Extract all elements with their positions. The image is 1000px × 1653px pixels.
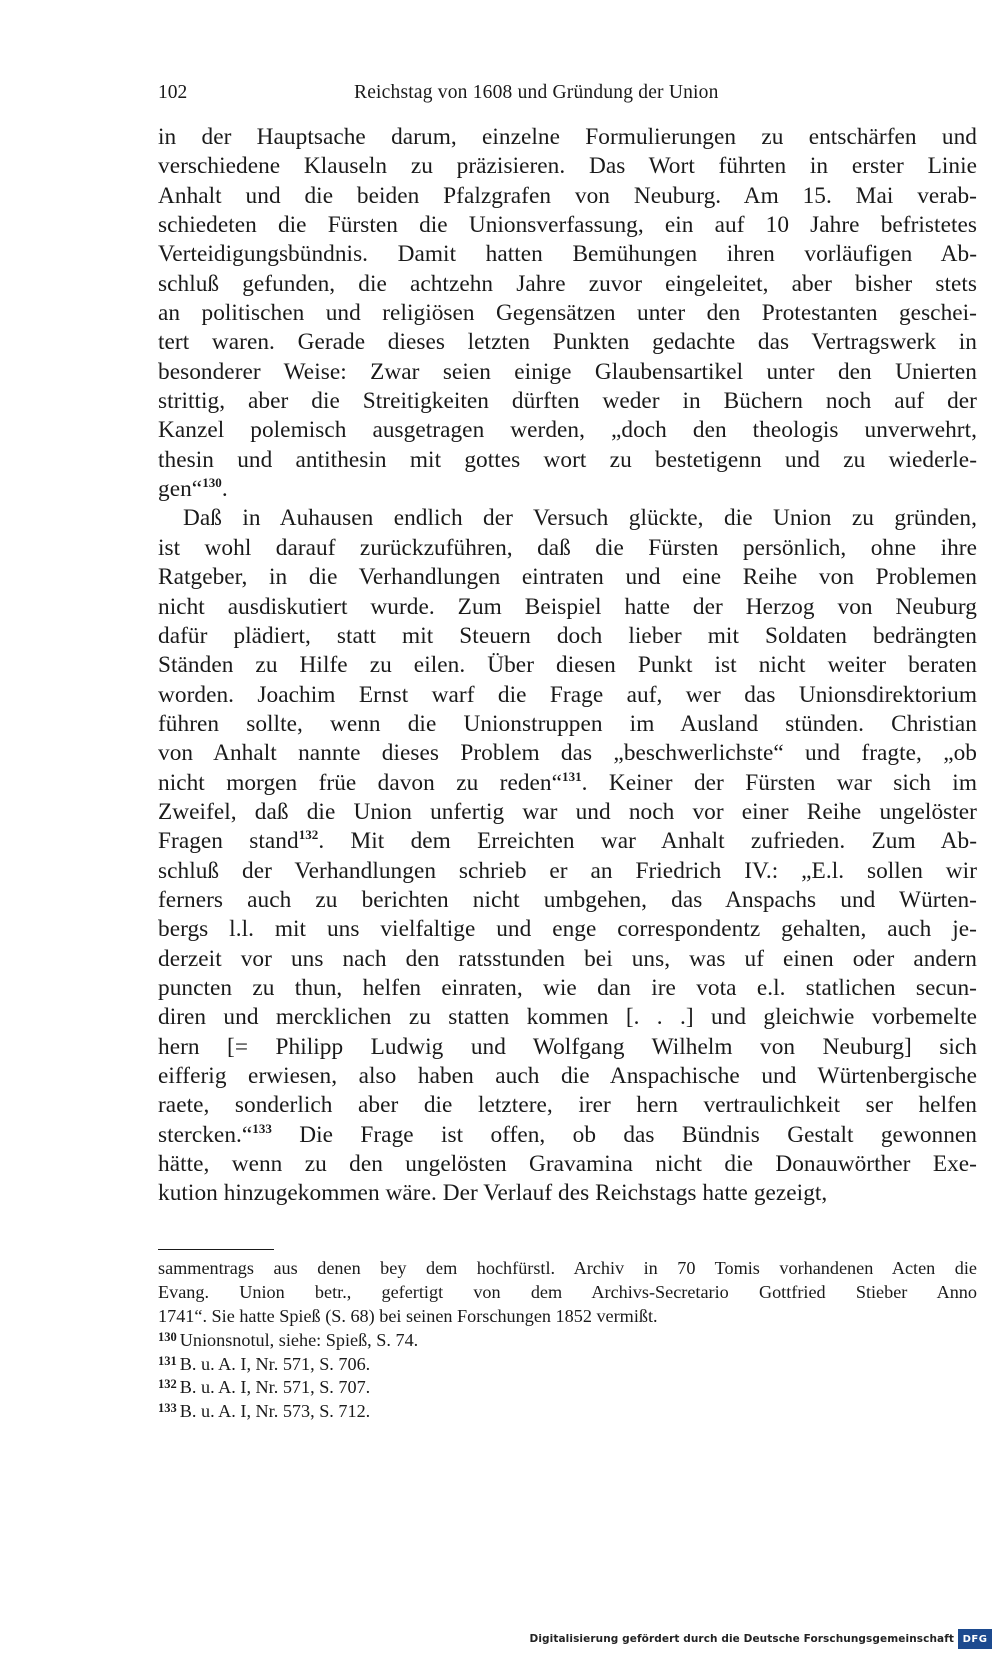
footnote-line [158, 1305, 977, 1329]
text-line [158, 1062, 977, 1091]
text-line [158, 240, 977, 269]
footnote-text: Evang. Union betr., gefertigt von dem Archivs-Secretario Gottfried Stieber Anno [158, 1281, 977, 1302]
text-line [158, 123, 977, 152]
text-segment: schluß gefunden, die achtzehn Jahre zuvor eingeleitet, aber bisher stets [158, 270, 977, 297]
text-segment: hern [= Philipp Ludwig und Wolfgang Wilhelm von Neuburg] sich [158, 1033, 977, 1060]
footnote-number: 133 [158, 1401, 177, 1416]
text-segment: derzeit vor uns nach den ratsstunden bei uns, was uf einen oder andern [158, 945, 977, 972]
dfg-logo: DFG [958, 1629, 992, 1649]
text-line [158, 328, 977, 357]
footnote-text: B. u. A. I, Nr. 571, S. 706. [179, 1353, 371, 1374]
text-line [158, 798, 977, 827]
footnote-number: 131 [158, 1353, 177, 1368]
page-number: 102 [158, 82, 188, 103]
footnote-line [158, 1400, 977, 1424]
footnote-number: 132 [158, 1377, 177, 1392]
text-line [158, 1179, 977, 1208]
text-segment: nicht ausdiskutiert wurde. Zum Beispiel hatte der Herzog von Neuburg [158, 593, 977, 620]
text-segment: an politischen und religiösen Gegensätzen unter den Protestanten geschei- [158, 300, 977, 327]
text-segment: hätte, wenn zu den ungelösten Gravamina nicht die Donauwörther Exe- [158, 1151, 977, 1178]
text-segment: thesin und antithesin mit gottes wort zu bestetigenn und zu wiederle- [158, 446, 977, 473]
text-segment: Ständen zu Hilfe zu eilen. Über diesen Punkt ist nicht weiter beraten [158, 652, 977, 679]
text-line [158, 915, 977, 944]
footnote-reference: 133 [252, 1120, 272, 1136]
text-line [158, 299, 977, 328]
text-segment: führen sollte, wenn die Unionstruppen im Ausland stünden. Christian [158, 710, 977, 737]
text-line [158, 593, 977, 622]
text-line [158, 651, 977, 680]
footnote-line [158, 1329, 977, 1353]
main-text [158, 123, 977, 1209]
credit-text: Digitalisierung gefördert durch die Deutsche Forschungsgemeinschaft [529, 1633, 954, 1645]
text-line [158, 710, 977, 739]
text-line [158, 182, 977, 211]
text-line [158, 563, 977, 592]
text-line [158, 387, 977, 416]
text-segment: Kanzel polemisch ausgetragen werden, „doch den theologis unverwehrt, [158, 417, 977, 444]
running-head [158, 78, 978, 108]
text-segment: . Keiner der Fürsten war sich im [581, 769, 977, 796]
text-line [158, 974, 977, 1003]
footnote-line [158, 1281, 977, 1305]
text-line [158, 1091, 977, 1120]
text-line [158, 886, 977, 915]
footnotes [158, 1257, 977, 1424]
footnote-text: B. u. A. I, Nr. 571, S. 707. [179, 1377, 371, 1398]
text-line [158, 270, 977, 299]
text-segment: Daß in Auhausen endlich der Versuch glückte, die Union zu gründen, [183, 505, 977, 532]
text-line [158, 358, 977, 387]
text-line [158, 152, 977, 181]
footnote-text: 1741“. Sie hatte Spieß (S. 68) bei seinen Forschungen 1852 vermißt. [158, 1305, 658, 1326]
text-segment: bergs l.l. mit uns vielfaltige und enge correspondentz gehalten, auch je- [158, 916, 977, 943]
footnote-line [158, 1376, 977, 1400]
footnote-reference: 130 [202, 475, 222, 491]
text-line [158, 504, 977, 533]
text-segment: raete, sonderlich aber die letztere, irer hern vertraulichkeit ser helfen [158, 1092, 977, 1119]
footnote-text: sammentrags aus denen bey dem hochfürstl. Archiv in 70 Tomis vorhandenen Acten die [158, 1258, 977, 1278]
text-line [158, 1003, 977, 1032]
footnote-text: B. u. A. I, Nr. 573, S. 712. [179, 1401, 371, 1422]
text-line [158, 211, 977, 240]
text-segment: strittig, aber die Streitigkeiten dürften weder in Büchern noch auf der [158, 388, 977, 415]
footnote-text: Unionsnotul, siehe: Spieß, S. 74. [179, 1329, 419, 1350]
text-line [158, 769, 977, 798]
text-segment: dafür plädiert, statt mit Steuern doch lieber mit Soldaten bedrängten [158, 622, 977, 649]
footnote-divider [158, 1249, 274, 1250]
text-line [158, 739, 977, 768]
text-segment: schluß der Verhandlungen schrieb er an Friedrich IV.: „E.l. sollen wir [158, 857, 977, 884]
text-segment: von Anhalt nannte dieses Problem das „beschwerlichste“ und fragte, „ob [158, 740, 977, 767]
text-line [158, 416, 977, 445]
text-line [158, 681, 977, 710]
text-segment: besonderer Weise: Zwar seien einige Glaubensartikel unter den Unierten [158, 358, 977, 385]
text-segment: ferners auch zu berichten nicht umbgehen, das Anspachs und Würten- [158, 886, 977, 913]
text-line [158, 1150, 977, 1179]
text-segment: verschiedene Klauseln zu präzisieren. Das Wort führten in erster Linie [158, 153, 977, 180]
text-segment: . [221, 476, 228, 503]
text-segment: Zweifel, daß die Union unfertig war und noch vor einer Reihe ungelöster [158, 798, 977, 825]
text-segment: Ratgeber, in die Verhandlungen eintraten und eine Reihe von Problemen [158, 564, 977, 591]
text-segment: Anhalt und die beiden Pfalzgrafen von Neuburg. Am 15. Mai verab- [158, 182, 977, 209]
running-title: Reichstag von 1608 und Gründung der Union [354, 82, 719, 103]
text-segment: eifferig erwiesen, also haben auch die Anspachische und Würtenbergische [158, 1063, 977, 1089]
text-segment: kution hinzugekommen wäre. Der Verlauf des Reichstags hatte gezeigt, [158, 1180, 828, 1207]
text-segment: Fragen stand [158, 828, 299, 855]
text-segment: worden. Joachim Ernst warf die Frage auf, wer das Unionsdirektorium [158, 681, 977, 708]
text-segment: puncten zu thun, helfen einraten, wie dan ire vota e.l. statlichen secun- [158, 974, 977, 1001]
text-line [158, 857, 977, 886]
text-line [158, 475, 977, 504]
text-line [158, 534, 977, 563]
text-line [158, 1121, 977, 1150]
footnote-reference: 131 [562, 768, 582, 784]
text-segment: in der Hauptsache darum, einzelne Formulierungen zu entschärfen und [158, 124, 977, 150]
text-line [158, 945, 977, 974]
footnote-line [158, 1257, 977, 1281]
text-segment: nicht morgen früe davon zu reden“ [158, 769, 563, 796]
text-segment: Die Frage ist offen, ob das Bündnis Gestalt gewonnen [271, 1121, 977, 1148]
digitization-credit [530, 1628, 992, 1650]
text-line [158, 1033, 977, 1062]
text-segment: tert waren. Gerade dieses letzten Punkten gedachte das Vertragswerk in [158, 329, 977, 356]
text-segment: schiedeten die Fürsten die Unionsverfassung, ein auf 10 Jahre befristetes [158, 212, 977, 239]
footnote-reference: 132 [298, 827, 319, 843]
footnote-number: 130 [158, 1329, 177, 1344]
text-segment: . Mit dem Erreichten war Anhalt zufrieden. Zum Ab- [318, 828, 978, 855]
text-segment: diren und mercklichen zu statten kommen [. . .] und gleichwie vorbemelte [158, 1004, 977, 1031]
text-segment: Verteidigungsbündnis. Damit hatten Bemühungen ihren vorläufigen Ab- [158, 241, 977, 268]
text-line [158, 827, 977, 856]
text-segment: gen“ [158, 476, 203, 503]
text-segment: ist wohl darauf zurückzuführen, daß die Fürsten persönlich, ohne ihre [158, 534, 977, 561]
text-segment: stercken.“ [158, 1121, 253, 1148]
footnote-line [158, 1353, 977, 1377]
text-line [158, 446, 977, 475]
text-line [158, 622, 977, 651]
